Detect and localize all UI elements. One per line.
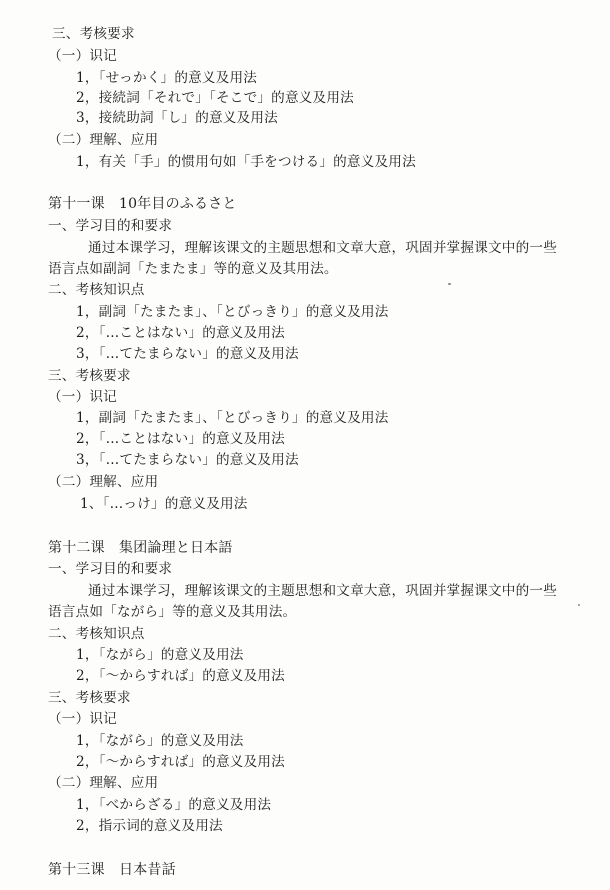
subheading-understand-apply: （二）理解、应用 — [48, 775, 159, 791]
lesson-12-goal-heading: 一、学习目的和要求 — [48, 561, 173, 577]
lesson-11-goal-paragraph-line-1: 通过本课学习，理解该课文的主题思想和文章大意，巩固并掌握课文中的一些 — [88, 240, 557, 256]
lesson-11-goal-paragraph-line-2: 语言点如副詞「たまたま」等的意义及其用法。 — [48, 261, 338, 277]
lesson-11-knowledge-heading: 二、考核知识点 — [48, 282, 145, 298]
list-item: 1，「ながら」的意义及用法 — [76, 733, 244, 749]
list-item: 2，指示词的意义及用法 — [76, 818, 223, 834]
lesson-13-title: 第十三课 日本昔話 — [48, 862, 176, 878]
list-item: 3，「…てたまらない」的意义及用法 — [76, 452, 299, 468]
list-item: 3，「…てたまらない」的意义及用法 — [76, 346, 299, 362]
subheading-understand-apply: （二）理解、应用 — [48, 474, 159, 490]
scan-speck — [578, 604, 580, 606]
subheading-memorize: （一）识记 — [48, 389, 117, 405]
list-item: 2，「～からすれば」的意义及用法 — [76, 668, 285, 684]
subheading-understand-apply: （二）理解、应用 — [48, 132, 159, 148]
list-item: 1，「せっかく」的意义及用法 — [76, 70, 258, 86]
list-item: 1、「…っけ」的意义及用法 — [80, 496, 248, 512]
list-item: 2，接続詞「それで」「そこで」的意义及用法 — [76, 90, 354, 106]
subheading-memorize: （一）识记 — [48, 711, 117, 727]
list-item: 1，副詞「たまたま」、「とびっきり」的意义及用法 — [76, 304, 389, 320]
lesson-11-goal-heading: 一、学习目的和要求 — [48, 218, 173, 234]
scan-speck — [448, 283, 451, 285]
lesson-12-requirements-heading: 三、考核要求 — [48, 690, 131, 706]
list-item: 1，有关「手」的惯用句如「手をつける」的意义及用法 — [76, 154, 416, 170]
list-item: 1，副詞「たまたま」、「とびっきり」的意义及用法 — [76, 410, 389, 426]
lesson-11-title: 第十一课 10年目のふるさと — [48, 196, 237, 212]
list-item: 2，「～からすれば」的意义及用法 — [76, 754, 285, 770]
subheading-memorize: （一）识记 — [48, 48, 117, 64]
list-item: 1，「べからざる」的意义及用法 — [76, 797, 272, 813]
list-item: 1，「ながら」的意义及用法 — [76, 647, 244, 663]
lesson-11-requirements-heading: 三、考核要求 — [48, 368, 131, 384]
lesson-12-knowledge-heading: 二、考核知识点 — [48, 626, 145, 642]
lesson-12-title: 第十二课 集团論理と日本語 — [48, 540, 233, 556]
section-heading-exam-requirements: 三、考核要求 — [52, 26, 135, 42]
list-item: 3，接続助詞「し」的意义及用法 — [76, 110, 278, 126]
list-item: 2，「…ことはない」的意义及用法 — [76, 431, 285, 447]
list-item: 2，「…ことはない」的意义及用法 — [76, 325, 285, 341]
lesson-12-goal-paragraph-line-1: 通过本课学习，理解该课文的主题思想和文章大意，巩固并掌握课文中的一些 — [88, 583, 557, 599]
lesson-12-goal-paragraph-line-2: 语言点如「ながら」等的意义及其用法。 — [48, 604, 297, 620]
